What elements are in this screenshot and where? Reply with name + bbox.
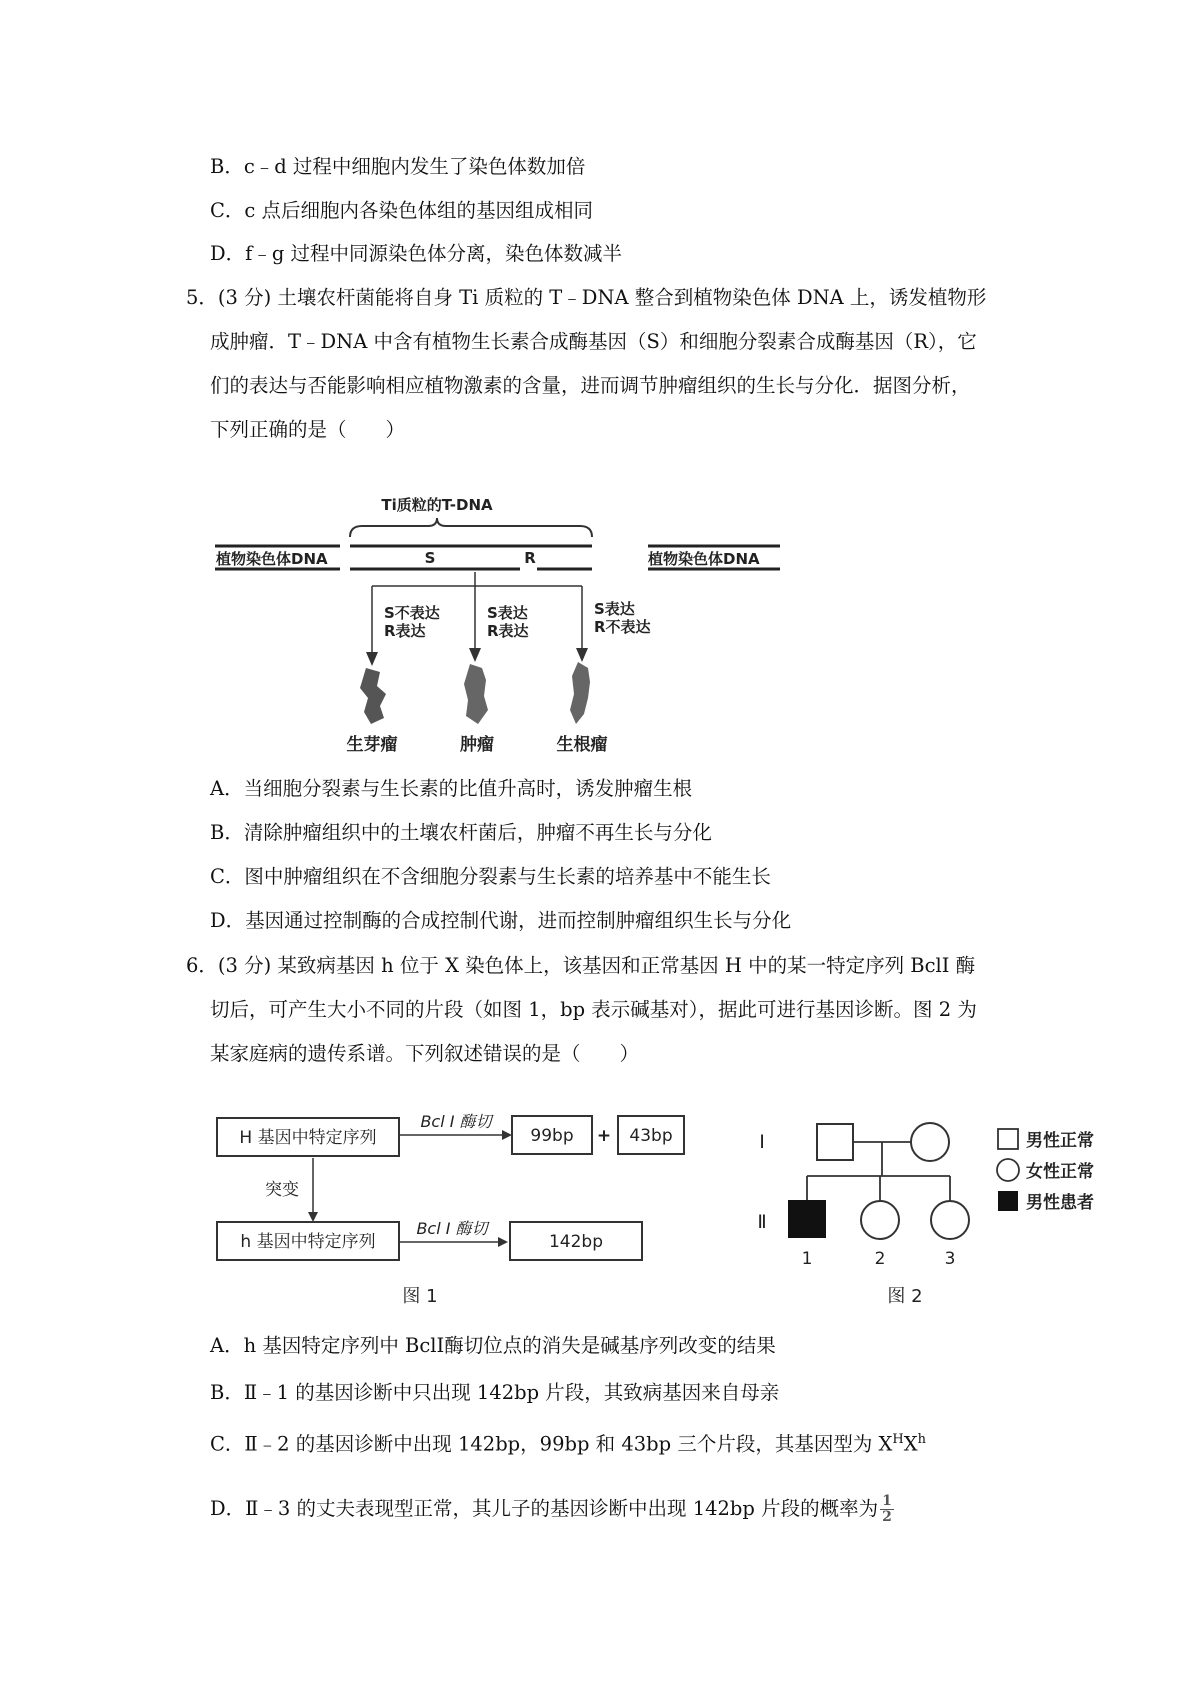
ind-num-1: 1 — [801, 1249, 813, 1269]
legend-female-normal: 女性正常 — [1026, 1162, 1094, 1182]
box-H-sequence — [217, 1118, 399, 1156]
box-142bp — [510, 1222, 642, 1260]
fig1-caption: 图 1 — [402, 1286, 438, 1307]
gene-r-label: R — [524, 549, 536, 567]
legend-male-normal-icon — [998, 1129, 1018, 1149]
branch1-line1: S不表达 — [384, 604, 440, 622]
ind-num-3: 3 — [944, 1249, 956, 1269]
branch2-line1: S表达 — [487, 604, 528, 622]
fraction-numerator: 1 — [882, 1493, 892, 1509]
legend-male-normal: 男性正常 — [1026, 1131, 1094, 1151]
ind-num-2: 2 — [874, 1249, 886, 1269]
individual-II-2 — [861, 1201, 899, 1239]
q4-option-c: C．c 点后细胞内各染色体组的基因组成相同 — [210, 199, 594, 222]
q6-option-d-text: D．Ⅱ﹣3 的丈夫表现型正常，其儿子的基因诊断中出现 142bp 片段的概率为 — [210, 1497, 879, 1520]
q5-stem-line-1: 5．(3 分) 土壤农杆菌能将自身 Ti 质粒的 T﹣DNA 整合到植物染色体 DNA 上，诱发植物形 — [186, 286, 987, 309]
q6-option-a: A．h 基因特定序列中 BclⅠ酶切位点的消失是碱基序列改变的结果 — [210, 1334, 776, 1357]
q6-option-c-sup2: h — [917, 1432, 927, 1447]
q5-option-b: B．清除肿瘤组织中的土壤农杆菌后，肿瘤不再生长与分化 — [210, 821, 712, 844]
branch3-line2: R不表达 — [594, 618, 651, 636]
plus-sign: + — [596, 1126, 612, 1146]
box-h-sequence — [217, 1222, 399, 1260]
box-h-label: h 基因中特定序列 — [240, 1232, 376, 1252]
enzyme-label-1: Bcl Ⅰ 酶切 — [420, 1112, 492, 1131]
gen-II-label: Ⅱ — [757, 1211, 767, 1233]
q5-option-d: D．基因通过控制酶的合成控制代谢，进而控制肿瘤组织生长与分化 — [210, 909, 792, 932]
individual-II-3 — [931, 1201, 969, 1239]
box-43bp — [618, 1116, 684, 1154]
q6-option-c-mid: X — [903, 1432, 918, 1456]
q5-stem-line-4: 下列正确的是（ ） — [210, 418, 406, 441]
q6-option-d — [210, 1494, 894, 1525]
legend-female-normal-icon — [997, 1159, 1019, 1181]
legend-male-patient: 男性患者 — [1026, 1193, 1094, 1213]
result-root-tumor: 生根瘤 — [556, 735, 608, 755]
branch2-line2: R表达 — [487, 622, 529, 640]
frag-142bp: 142bp — [548, 1232, 604, 1252]
fig2-caption: 图 2 — [887, 1286, 923, 1307]
legend-male-patient-icon — [998, 1191, 1018, 1211]
shoot-tumor-drawing — [360, 668, 386, 724]
individual-II-1 — [789, 1201, 825, 1237]
result-tumor: 肿瘤 — [460, 735, 494, 755]
individual-I-2 — [911, 1123, 949, 1161]
q6-stem-line-1: 6．(3 分) 某致病基因 h 位于 X 染色体上，该基因和正常基因 H 中的某一特定序列 BclI 酶 — [186, 954, 976, 977]
q6-stem-line-3: 某家庭病的遗传系谱。下列叙述错误的是（ ） — [210, 1042, 640, 1065]
q5-option-c: C．图中肿瘤组织在不含细胞分裂素与生长素的培养基中不能生长 — [210, 865, 771, 888]
gen-I-label: Ⅰ — [759, 1131, 765, 1153]
q5-option-a: A．当细胞分裂素与生长素的比值升高时，诱发肿瘤生根 — [210, 777, 693, 800]
result-shoot-tumor: 生芽瘤 — [346, 735, 398, 755]
q6-option-b: B．Ⅱ﹣1 的基因诊断中只出现 142bp 片段，其致病基因来自母亲 — [210, 1381, 780, 1404]
box-99bp — [512, 1116, 592, 1154]
frag-43bp: 43bp — [629, 1126, 673, 1146]
individual-I-1 — [817, 1124, 853, 1160]
q6-option-c-text: C．Ⅱ﹣2 的基因诊断中出现 142bp，99bp 和 43bp 三个片段，其基因型为 X — [210, 1432, 893, 1456]
q5-stem-line-2: 成肿瘤．T﹣DNA 中含有植物生长素合成酶基因（S）和细胞分裂素合成酶基因（R），它 — [210, 330, 977, 353]
mutation-label: 突变 — [265, 1180, 299, 1200]
q4-option-d: D．f﹣g 过程中同源染色体分离，染色体数减半 — [210, 242, 623, 265]
tdna-brace — [350, 518, 592, 537]
enzyme-label-2: Bcl Ⅰ 酶切 — [416, 1219, 488, 1238]
tumor-drawing — [464, 664, 488, 724]
q6-stem-line-2: 切后，可产生大小不同的片段（如图 1，bp 表示碱基对），据此可进行基因诊断。图 2 为 — [210, 998, 977, 1021]
left-dna-label: 植物染色体DNA — [216, 550, 328, 568]
probability-fraction — [880, 1494, 894, 1525]
box-H-label: H 基因中特定序列 — [239, 1128, 377, 1148]
root-tumor-drawing — [570, 662, 590, 724]
gene-s-label: S — [424, 549, 436, 567]
q5-stem-line-3: 们的表达与否能影响相应植物激素的含量，进而调节肿瘤组织的生长与分化．据图分析， — [210, 374, 971, 397]
right-dna-label: 植物染色体DNA — [648, 550, 760, 568]
q4-option-b: B．c﹣d 过程中细胞内发生了染色体数加倍 — [210, 155, 586, 178]
tdna-title: Ti质粒的T-DNA — [381, 496, 493, 514]
branch1-line2: R表达 — [384, 622, 426, 640]
frag-99bp: 99bp — [530, 1126, 574, 1146]
q6-option-c-sup1: H — [892, 1432, 904, 1447]
branch3-line1: S表达 — [594, 600, 635, 618]
q6-option-c — [210, 1427, 926, 1458]
fraction-denominator: 2 — [882, 1509, 892, 1525]
